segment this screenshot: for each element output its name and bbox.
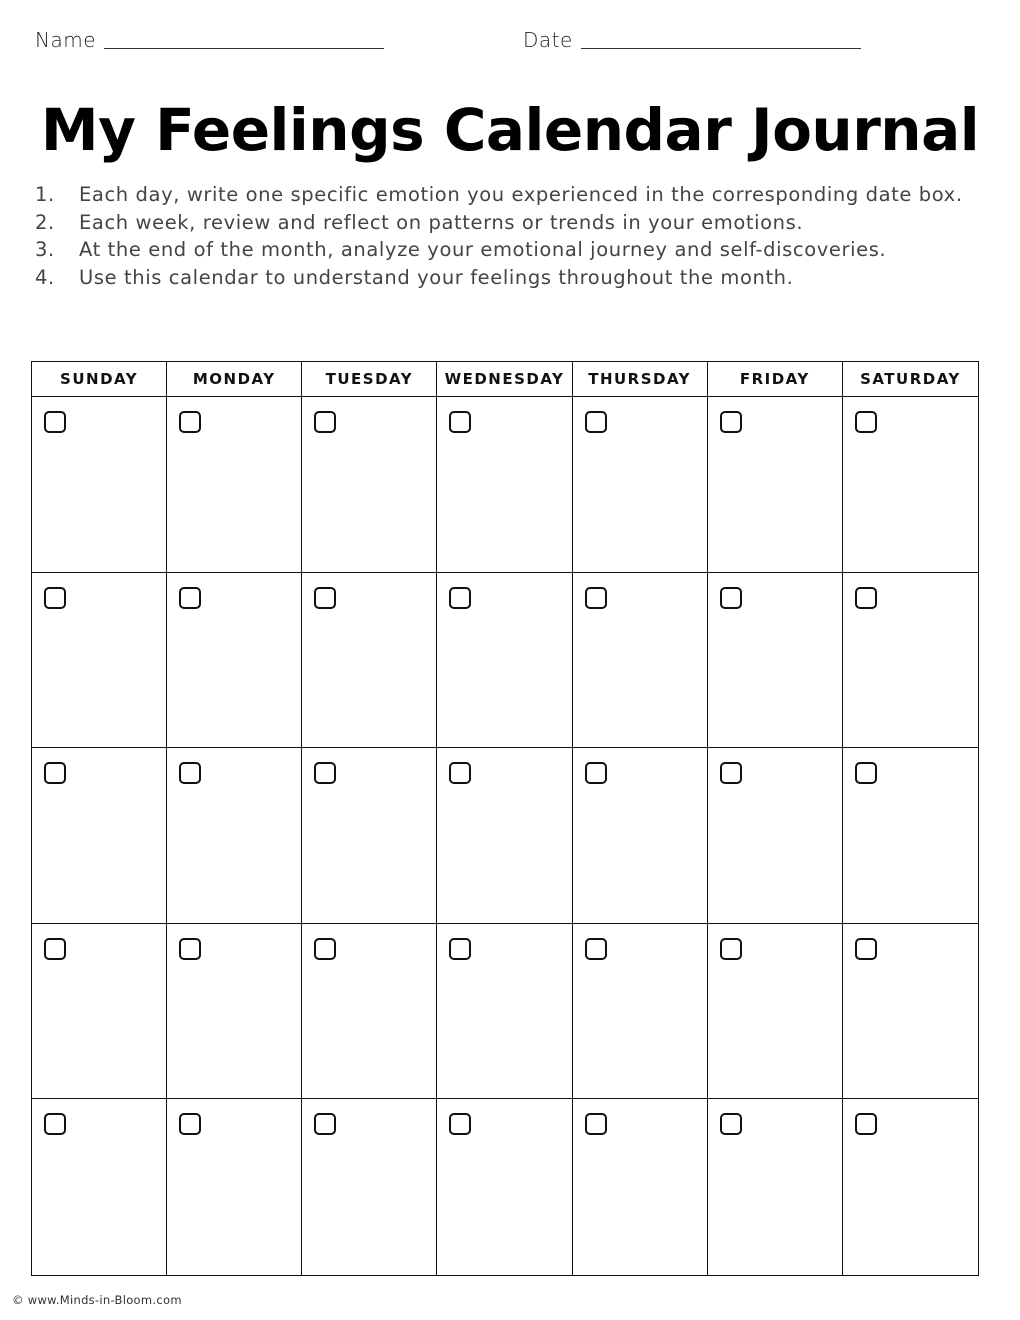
day-cell-week4-sunday[interactable] bbox=[32, 924, 167, 1100]
day-cell-week5-friday[interactable] bbox=[708, 1099, 843, 1275]
instruction-text: Each week, review and reflect on patterns or trends in your emotions. bbox=[79, 210, 804, 234]
date-checkbox-icon[interactable] bbox=[585, 411, 607, 433]
copyright-footer: © www.Minds-in-Bloom.com bbox=[12, 1293, 182, 1307]
date-checkbox-icon[interactable] bbox=[720, 411, 742, 433]
day-cell-week2-sunday[interactable] bbox=[32, 573, 167, 749]
date-checkbox-icon[interactable] bbox=[179, 587, 201, 609]
instruction-number: 4. bbox=[35, 265, 55, 289]
instruction-text: Use this calendar to understand your feelings throughout the month. bbox=[79, 265, 794, 289]
day-cell-week3-saturday[interactable] bbox=[843, 748, 978, 924]
day-cell-week3-monday[interactable] bbox=[167, 748, 302, 924]
date-checkbox-icon[interactable] bbox=[449, 938, 471, 960]
date-checkbox-icon[interactable] bbox=[314, 1113, 336, 1135]
instruction-item bbox=[35, 181, 985, 209]
date-checkbox-icon[interactable] bbox=[855, 762, 877, 784]
date-checkbox-icon[interactable] bbox=[449, 587, 471, 609]
date-checkbox-icon[interactable] bbox=[179, 938, 201, 960]
day-cell-week4-saturday[interactable] bbox=[843, 924, 978, 1100]
date-checkbox-icon[interactable] bbox=[44, 587, 66, 609]
date-checkbox-icon[interactable] bbox=[720, 762, 742, 784]
day-cell-week5-thursday[interactable] bbox=[573, 1099, 708, 1275]
date-blank-line[interactable] bbox=[581, 32, 861, 49]
calendar-grid bbox=[31, 361, 979, 1276]
day-cell-week4-wednesday[interactable] bbox=[437, 924, 572, 1100]
day-header-saturday: SATURDAY bbox=[843, 362, 978, 397]
instruction-number: 2. bbox=[35, 210, 55, 234]
day-cell-week5-saturday[interactable] bbox=[843, 1099, 978, 1275]
date-checkbox-icon[interactable] bbox=[179, 411, 201, 433]
instruction-number: 3. bbox=[35, 238, 55, 261]
date-checkbox-icon[interactable] bbox=[449, 1113, 471, 1135]
name-label: Name bbox=[35, 28, 97, 52]
day-header-monday: MONDAY bbox=[167, 362, 302, 397]
date-checkbox-icon[interactable] bbox=[179, 1113, 201, 1135]
instruction-item bbox=[35, 209, 985, 237]
date-checkbox-icon[interactable] bbox=[449, 762, 471, 784]
instruction-text: Each day, write one specific emotion you experienced in the corresponding date box. bbox=[79, 183, 963, 206]
day-header-thursday: THURSDAY bbox=[573, 362, 708, 397]
day-cell-week2-saturday[interactable] bbox=[843, 573, 978, 749]
date-checkbox-icon[interactable] bbox=[585, 587, 607, 609]
instruction-number: 1. bbox=[35, 183, 55, 206]
day-header-friday: FRIDAY bbox=[708, 362, 843, 397]
date-checkbox-icon[interactable] bbox=[314, 411, 336, 433]
day-cell-week3-thursday[interactable] bbox=[573, 748, 708, 924]
date-checkbox-icon[interactable] bbox=[314, 938, 336, 960]
date-checkbox-icon[interactable] bbox=[585, 762, 607, 784]
day-cell-week2-wednesday[interactable] bbox=[437, 573, 572, 749]
date-checkbox-icon[interactable] bbox=[720, 938, 742, 960]
instruction-item bbox=[35, 264, 985, 292]
day-cell-week4-thursday[interactable] bbox=[573, 924, 708, 1100]
day-cell-week4-monday[interactable] bbox=[167, 924, 302, 1100]
instruction-item bbox=[35, 236, 985, 264]
day-header-wednesday: WEDNESDAY bbox=[437, 362, 572, 397]
name-blank-line[interactable] bbox=[104, 32, 384, 49]
day-cell-week2-friday[interactable] bbox=[708, 573, 843, 749]
date-checkbox-icon[interactable] bbox=[179, 762, 201, 784]
date-field[interactable] bbox=[523, 28, 861, 52]
date-checkbox-icon[interactable] bbox=[314, 587, 336, 609]
day-cell-week1-saturday[interactable] bbox=[843, 397, 978, 573]
date-checkbox-icon[interactable] bbox=[720, 587, 742, 609]
date-checkbox-icon[interactable] bbox=[44, 762, 66, 784]
date-checkbox-icon[interactable] bbox=[44, 1113, 66, 1135]
day-cell-week5-wednesday[interactable] bbox=[437, 1099, 572, 1275]
date-checkbox-icon[interactable] bbox=[314, 762, 336, 784]
day-cell-week4-tuesday[interactable] bbox=[302, 924, 437, 1100]
date-checkbox-icon[interactable] bbox=[44, 938, 66, 960]
day-cell-week3-wednesday[interactable] bbox=[437, 748, 572, 924]
day-cell-week5-tuesday[interactable] bbox=[302, 1099, 437, 1275]
day-cell-week2-monday[interactable] bbox=[167, 573, 302, 749]
day-header-tuesday: TUESDAY bbox=[302, 362, 437, 397]
instructions-list bbox=[35, 181, 985, 291]
day-cell-week2-thursday[interactable] bbox=[573, 573, 708, 749]
day-cell-week1-friday[interactable] bbox=[708, 397, 843, 573]
day-cell-week5-monday[interactable] bbox=[167, 1099, 302, 1275]
date-checkbox-icon[interactable] bbox=[449, 411, 471, 433]
day-cell-week1-thursday[interactable] bbox=[573, 397, 708, 573]
day-cell-week3-tuesday[interactable] bbox=[302, 748, 437, 924]
header-fields bbox=[0, 28, 1020, 58]
day-cell-week5-sunday[interactable] bbox=[32, 1099, 167, 1275]
day-cell-week4-friday[interactable] bbox=[708, 924, 843, 1100]
date-checkbox-icon[interactable] bbox=[855, 1113, 877, 1135]
day-cell-week2-tuesday[interactable] bbox=[302, 573, 437, 749]
day-cell-week1-sunday[interactable] bbox=[32, 397, 167, 573]
date-checkbox-icon[interactable] bbox=[44, 411, 66, 433]
day-header-sunday: SUNDAY bbox=[32, 362, 167, 397]
day-cell-week1-monday[interactable] bbox=[167, 397, 302, 573]
day-cell-week1-tuesday[interactable] bbox=[302, 397, 437, 573]
page-title: My Feelings Calendar Journal bbox=[40, 96, 980, 164]
date-checkbox-icon[interactable] bbox=[585, 938, 607, 960]
date-checkbox-icon[interactable] bbox=[855, 938, 877, 960]
date-checkbox-icon[interactable] bbox=[585, 1113, 607, 1135]
date-label: Date bbox=[523, 28, 573, 52]
date-checkbox-icon[interactable] bbox=[720, 1113, 742, 1135]
day-cell-week3-sunday[interactable] bbox=[32, 748, 167, 924]
day-cell-week1-wednesday[interactable] bbox=[437, 397, 572, 573]
date-checkbox-icon[interactable] bbox=[855, 587, 877, 609]
date-checkbox-icon[interactable] bbox=[855, 411, 877, 433]
name-field[interactable] bbox=[35, 28, 384, 52]
day-cell-week3-friday[interactable] bbox=[708, 748, 843, 924]
instruction-text: At the end of the month, analyze your emotional journey and self-discoveries. bbox=[79, 238, 887, 261]
